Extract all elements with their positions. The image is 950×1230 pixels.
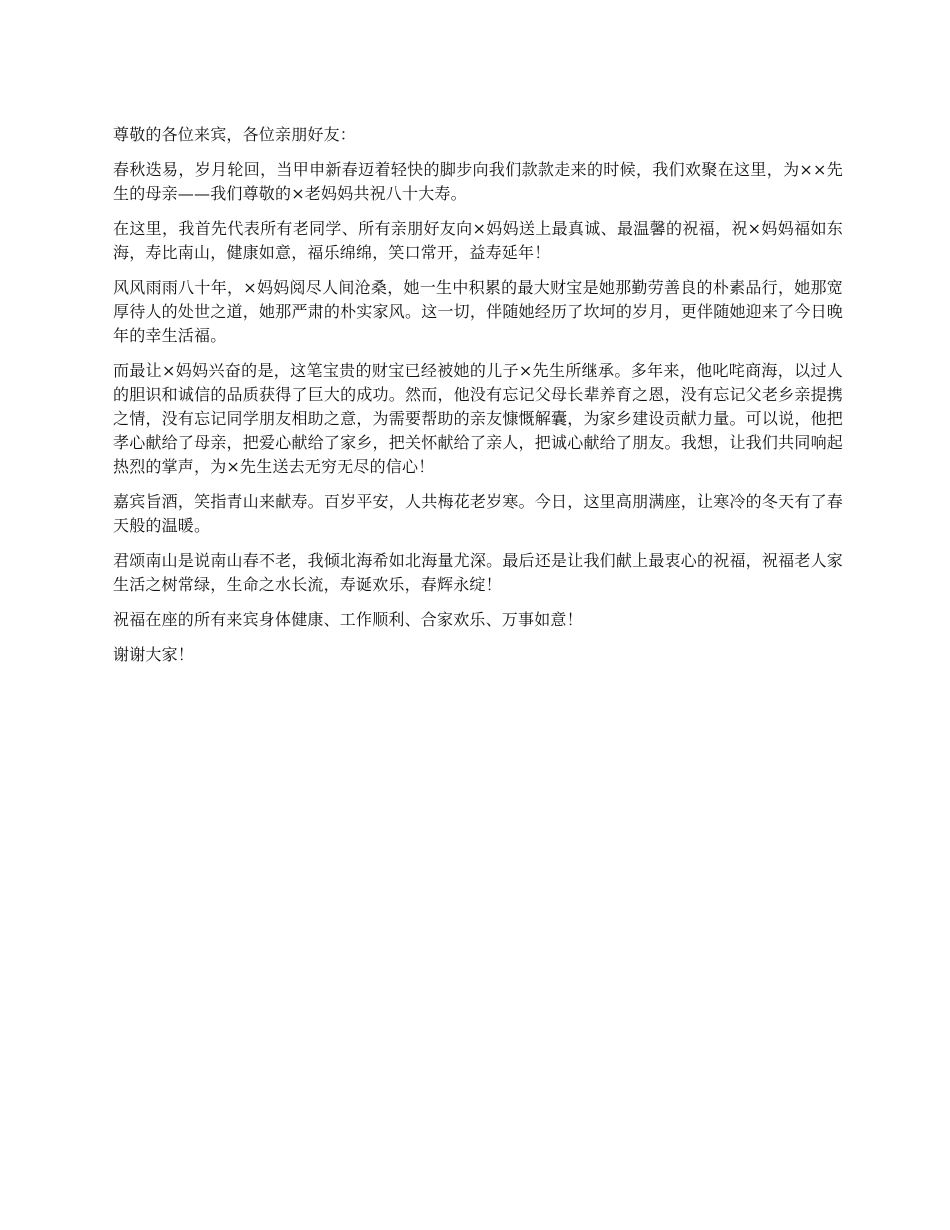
paragraph-son: 而最让×妈妈兴奋的是，这笔宝贵的财宝已经被她的儿子×先生所继承。多年来，他叱咤商海，以过人的胆识和诚信的品质获得了巨大的成功。然而，他没有忘记父母长辈养育之恩，没有忘记父老乡亲提携之情，没有忘记同学朋友相助之意，为需要帮助的亲友慷慨解囊，为家乡建设贡献力量。可以说，他把孝心献给了母亲，把爱心献给了家乡，把关怀献给了亲人，把诚心献给了朋友。我想，让我们共同响起热烈的掌声，为×先生送去无穷无尽的信心！ (113, 361, 843, 476)
salutation: 尊敬的各位来宾，各位亲朋好友： (113, 125, 357, 144)
paragraph-life: 风风雨雨八十年，×妈妈阅尽人间沧桑，她一生中积累的最大财宝是她那勤劳善良的朴素品行，她那宽厚待人的处世之道，她那严肃的朴实家风。这一切，伴随她经历了坎坷的岁月，更伴随她迎来了今日晚年的幸生活福。 (113, 278, 843, 345)
paragraph-wishes: 祝福在座的所有来宾身体健康、工作顺利、合家欢乐、万事如意！ (113, 610, 583, 629)
paragraph-thanks: 谢谢大家！ (113, 645, 195, 664)
paragraph-opening: 春秋迭易，岁月轮回，当甲申新春迈着轻快的脚步向我们款款走来的时候，我们欢聚在这里，为××先生的母亲——我们尊敬的×老妈妈共祝八十大寿。 (113, 160, 843, 203)
document-body (113, 123, 843, 678)
paragraph-guests: 嘉宾旨酒，笑指青山来献寿。百岁平安，人共梅花老岁寒。今日，这里高朋满座，让寒冷的冬天有了春天般的温暖。 (113, 492, 843, 535)
paragraph-blessing: 在这里，我首先代表所有老同学、所有亲朋好友向×妈妈送上最真诚、最温馨的祝福，祝×妈妈福如东海，寿比南山，健康如意，福乐绵绵，笑口常开，益寿延年！ (113, 219, 843, 262)
paragraph-closing-blessing: 君颂南山是说南山春不老，我倾北海希如北海量尤深。最后还是让我们献上最衷心的祝福，祝福老人家生活之树常绿，生命之水长流，寿诞欢乐，春辉永绽！ (113, 551, 843, 594)
